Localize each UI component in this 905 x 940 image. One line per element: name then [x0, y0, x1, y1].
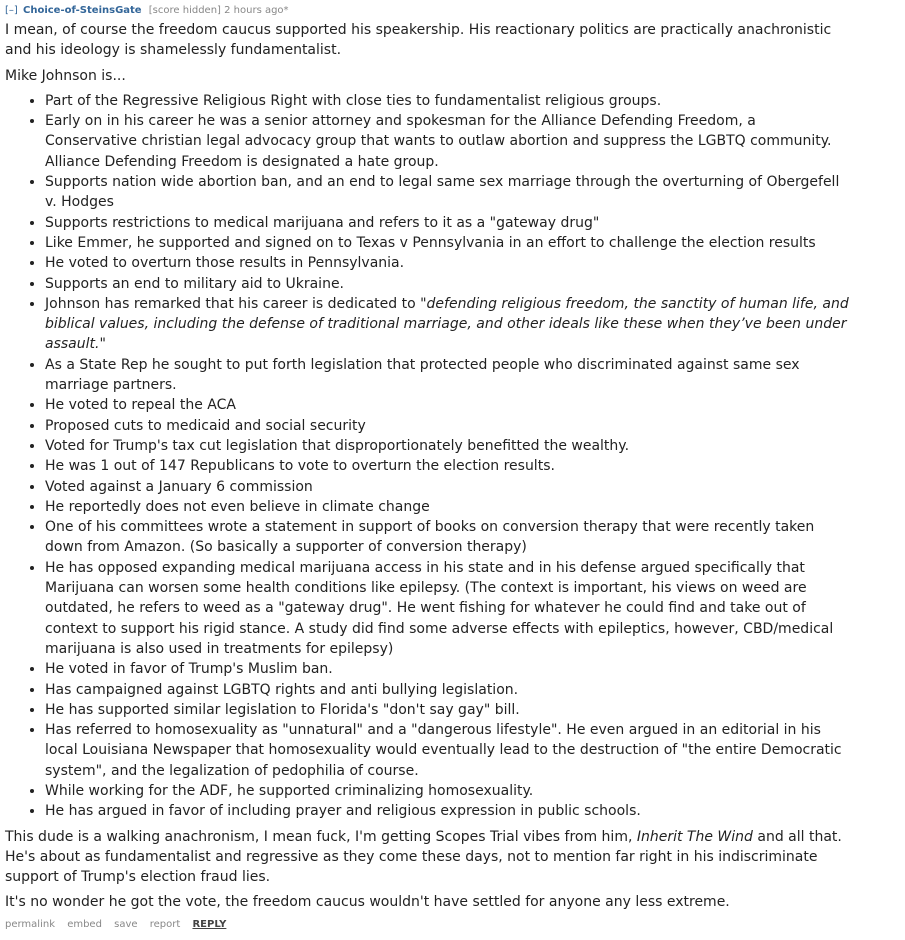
- list-item: • Like Emmer, he supported and signed on to Texas v Pennsylvania in an effort to challenge the election results: [45, 233, 850, 253]
- list-item: • One of his committees wrote a statement in support of books on conversion therapy that were recently taken down from Amazon. (So basically a supporter of conversion therapy): [45, 517, 850, 558]
- list-item: • Voted against a January 6 commission: [45, 477, 850, 497]
- list-item: • He has argued in favor of including prayer and religious expression in public schools.: [45, 801, 850, 821]
- paragraph: It's no wonder he got the vote, the freedom caucus wouldn't have settled for anyone any less extreme.: [5, 894, 730, 911]
- paragraph: I mean, of course the freedom caucus supported his speakership. His reactionary politics are practically anachronistic and his ideology is shamelessly fundamentalist.: [5, 22, 832, 59]
- bullet-list: [5, 91, 850, 822]
- list-item: • Early on in his career he was a senior attorney and spokesman for the Alliance Defending Freedom, a Conservative christian legal advocacy group that wants to outlaw abortion and suppress the LGBTQ community. Alliance Defending Freedom is designated a hate group.: [45, 111, 850, 172]
- list-item: • Voted for Trump's tax cut legislation that disproportionately benefitted the wealthy.: [45, 436, 850, 456]
- list-item: • He voted in favor of Trump's Muslim ban.: [45, 659, 850, 679]
- paragraph-text: This dude is a walking anachronism, I mean fuck, I'm getting Scopes Trial vibes from him,: [5, 828, 637, 845]
- paragraph-text: and all that. He's about as fundamentalist and regressive as they come these days, not to mention far right in his indiscriminate support of Trump's election fraud lies.: [5, 828, 842, 886]
- list-item-text: Johnson has remarked that his career is dedicated to: [45, 295, 421, 312]
- movie-title: Inherit The Wind: [636, 828, 753, 845]
- list-item: • Supports restrictions to medical marijuana and refers to it as a "gateway drug": [45, 213, 850, 233]
- list-item: • He reportedly does not even believe in climate change: [45, 497, 850, 517]
- list-item: [45, 294, 850, 355]
- permalink-button[interactable]: permalink: [5, 918, 55, 930]
- list-item: • He has opposed expanding medical marijuana access in his state and in his defense argued specifically that Marijuana can worsen some health conditions like epilepsy. (The context is important, his views on weed are outdated, he refers to weed as a "gateway drug". He went fishing for whatever he could find and take out of context to support his rigid stance. A study did find some adverse effects with epileptics, however, CBD/medical marijuana is also used in treatments for epilepsy): [45, 558, 850, 659]
- score-label: [score hidden]: [148, 5, 221, 16]
- list-item: • He has supported similar legislation to Florida's "don't say gay" bill.: [45, 700, 850, 720]
- comment-actions: [5, 918, 850, 932]
- list-item: • Has referred to homosexuality as "unnatural" and a "dangerous lifestyle". He even argued in an editorial in his local Louisiana Newspaper that homosexuality would eventually lead to the destruction of "the entire Democratic system", and the legalization of pedophilia of course.: [45, 720, 850, 781]
- list-item: • While working for the ADF, he supported criminalizing homosexuality.: [45, 781, 850, 801]
- list-item: • He voted to repeal the ACA: [45, 395, 850, 415]
- report-button[interactable]: report: [149, 918, 181, 930]
- list-item: • Has campaigned against LGBTQ rights and anti bullying legislation.: [45, 680, 850, 700]
- list-item: • He was 1 out of 147 Republicans to vote to overturn the election results.: [45, 456, 850, 476]
- list-item: • He voted to overturn those results in Pennsylvania.: [45, 253, 850, 273]
- embed-button[interactable]: embed: [67, 918, 102, 930]
- list-item: • Part of the Regressive Religious Right with close ties to fundamentalist religious groups.: [45, 91, 850, 111]
- author-link[interactable]: Choice-of-SteinsGate: [23, 5, 142, 16]
- comment-tagline: [5, 3, 850, 20]
- quote-text: "defending religious freedom, the sanctity of human life, and biblical values, including the defense of traditional marriage, and other ideals like these when they’ve been under assault.": [45, 295, 849, 353]
- list-item: • Proposed cuts to medicaid and social security: [45, 416, 850, 436]
- comment-body: [5, 20, 850, 913]
- list-item: • As a State Rep he sought to put forth legislation that protected people who discriminated against same sex marriage partners.: [45, 355, 850, 396]
- timestamp: 2 hours ago*: [224, 5, 289, 16]
- save-button[interactable]: save: [114, 918, 138, 930]
- reply-button[interactable]: REPLY: [192, 918, 227, 930]
- list-item: • Supports nation wide abortion ban, and an end to legal same sex marriage through the overturning of Obergefell v. Hodges: [45, 172, 850, 213]
- paragraph: [5, 827, 850, 888]
- collapse-toggle[interactable]: [–]: [5, 5, 18, 16]
- comment: [5, 3, 850, 932]
- list-item: • Supports an end to military aid to Ukraine.: [45, 274, 850, 294]
- paragraph: Mike Johnson is...: [5, 67, 126, 84]
